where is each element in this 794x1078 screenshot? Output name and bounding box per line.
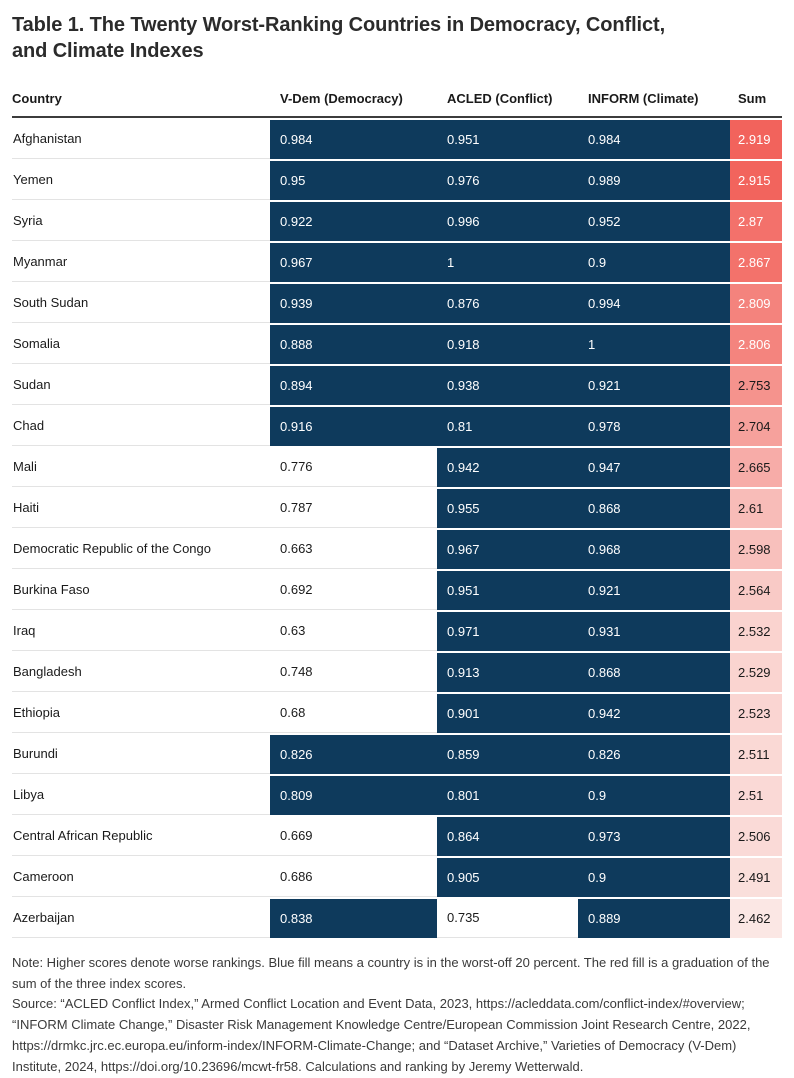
table-row bbox=[12, 612, 782, 651]
table-row bbox=[12, 899, 782, 938]
inform-cell: 0.989 bbox=[578, 161, 730, 200]
country-cell: Libya bbox=[12, 776, 270, 815]
country-cell: Mali bbox=[12, 448, 270, 487]
vdem-cell: 0.692 bbox=[270, 571, 437, 610]
inform-cell: 0.947 bbox=[578, 448, 730, 487]
column-header-vdem: V-Dem (Democracy) bbox=[270, 87, 437, 118]
country-cell: Yemen bbox=[12, 161, 270, 200]
sum-cell: 2.809 bbox=[730, 284, 782, 323]
vdem-cell: 0.984 bbox=[270, 120, 437, 159]
sum-cell: 2.87 bbox=[730, 202, 782, 241]
acled-cell: 0.976 bbox=[437, 161, 578, 200]
table-row bbox=[12, 407, 782, 446]
sum-cell: 2.462 bbox=[730, 899, 782, 938]
table-row bbox=[12, 243, 782, 282]
country-cell: Syria bbox=[12, 202, 270, 241]
inform-cell: 0.9 bbox=[578, 243, 730, 282]
inform-cell: 0.921 bbox=[578, 366, 730, 405]
column-header-sum: Sum bbox=[730, 87, 782, 118]
country-cell: South Sudan bbox=[12, 284, 270, 323]
column-header-inform: INFORM (Climate) bbox=[578, 87, 730, 118]
acled-cell: 0.864 bbox=[437, 817, 578, 856]
table-row bbox=[12, 653, 782, 692]
table-row bbox=[12, 366, 782, 405]
table-row bbox=[12, 776, 782, 815]
sum-cell: 2.523 bbox=[730, 694, 782, 733]
sum-cell: 2.529 bbox=[730, 653, 782, 692]
sum-cell: 2.564 bbox=[730, 571, 782, 610]
country-cell: Burkina Faso bbox=[12, 571, 270, 610]
acled-cell: 0.905 bbox=[437, 858, 578, 897]
inform-cell: 0.973 bbox=[578, 817, 730, 856]
acled-cell: 0.967 bbox=[437, 530, 578, 569]
inform-cell: 0.978 bbox=[578, 407, 730, 446]
table-row bbox=[12, 735, 782, 774]
vdem-cell: 0.748 bbox=[270, 653, 437, 692]
table-row bbox=[12, 284, 782, 323]
country-cell: Burundi bbox=[12, 735, 270, 774]
table-header bbox=[12, 87, 782, 118]
sum-cell: 2.51 bbox=[730, 776, 782, 815]
acled-cell: 0.955 bbox=[437, 489, 578, 528]
column-header-acled: ACLED (Conflict) bbox=[437, 87, 578, 118]
inform-cell: 1 bbox=[578, 325, 730, 364]
vdem-cell: 0.776 bbox=[270, 448, 437, 487]
vdem-cell: 0.838 bbox=[270, 899, 437, 938]
vdem-cell: 0.95 bbox=[270, 161, 437, 200]
sum-cell: 2.919 bbox=[730, 120, 782, 159]
vdem-cell: 0.669 bbox=[270, 817, 437, 856]
acled-cell: 0.918 bbox=[437, 325, 578, 364]
vdem-cell: 0.894 bbox=[270, 366, 437, 405]
vdem-cell: 0.922 bbox=[270, 202, 437, 241]
inform-cell: 0.942 bbox=[578, 694, 730, 733]
table-row bbox=[12, 694, 782, 733]
vdem-cell: 0.888 bbox=[270, 325, 437, 364]
rankings-table bbox=[12, 85, 782, 940]
header-row bbox=[12, 87, 782, 118]
page-title-line-1: Table 1. The Twenty Worst-Ranking Countries in Democracy, Conflict, bbox=[12, 14, 666, 36]
vdem-cell: 0.916 bbox=[270, 407, 437, 446]
vdem-cell: 0.663 bbox=[270, 530, 437, 569]
vdem-cell: 0.826 bbox=[270, 735, 437, 774]
inform-cell: 0.868 bbox=[578, 489, 730, 528]
sum-cell: 2.704 bbox=[730, 407, 782, 446]
vdem-cell: 0.787 bbox=[270, 489, 437, 528]
sum-cell: 2.665 bbox=[730, 448, 782, 487]
country-cell: Bangladesh bbox=[12, 653, 270, 692]
country-cell: Haiti bbox=[12, 489, 270, 528]
inform-cell: 0.826 bbox=[578, 735, 730, 774]
country-cell: Somalia bbox=[12, 325, 270, 364]
inform-cell: 0.9 bbox=[578, 858, 730, 897]
acled-cell: 0.801 bbox=[437, 776, 578, 815]
acled-cell: 0.735 bbox=[437, 899, 578, 938]
sum-cell: 2.915 bbox=[730, 161, 782, 200]
sum-cell: 2.61 bbox=[730, 489, 782, 528]
acled-cell: 0.996 bbox=[437, 202, 578, 241]
sum-cell: 2.506 bbox=[730, 817, 782, 856]
sum-cell: 2.511 bbox=[730, 735, 782, 774]
country-cell: Cameroon bbox=[12, 858, 270, 897]
inform-cell: 0.984 bbox=[578, 120, 730, 159]
sum-cell: 2.532 bbox=[730, 612, 782, 651]
acled-cell: 1 bbox=[437, 243, 578, 282]
country-cell: Chad bbox=[12, 407, 270, 446]
acled-cell: 0.913 bbox=[437, 653, 578, 692]
page-title-line-2: and Climate Indexes bbox=[12, 40, 204, 63]
inform-cell: 0.889 bbox=[578, 899, 730, 938]
acled-cell: 0.951 bbox=[437, 120, 578, 159]
country-cell: Azerbaijan bbox=[12, 899, 270, 938]
vdem-cell: 0.809 bbox=[270, 776, 437, 815]
acled-cell: 0.938 bbox=[437, 366, 578, 405]
country-cell: Iraq bbox=[12, 612, 270, 651]
acled-cell: 0.859 bbox=[437, 735, 578, 774]
table-row bbox=[12, 325, 782, 364]
column-header-country: Country bbox=[12, 87, 270, 118]
vdem-cell: 0.967 bbox=[270, 243, 437, 282]
sum-cell: 2.491 bbox=[730, 858, 782, 897]
table-body bbox=[12, 120, 782, 938]
table-note: Note: Higher scores denote worse rankings. Blue fill means a country is in the worst-off 20 percent. The red fill is a graduation of the sum of the three index scores. bbox=[12, 954, 770, 991]
country-cell: Central African Republic bbox=[12, 817, 270, 856]
vdem-cell: 0.68 bbox=[270, 694, 437, 733]
table-row bbox=[12, 120, 782, 159]
country-cell: Sudan bbox=[12, 366, 270, 405]
acled-cell: 0.876 bbox=[437, 284, 578, 323]
table-row bbox=[12, 489, 782, 528]
inform-cell: 0.9 bbox=[578, 776, 730, 815]
country-cell: Myanmar bbox=[12, 243, 270, 282]
sum-cell: 2.598 bbox=[730, 530, 782, 569]
table-row bbox=[12, 448, 782, 487]
inform-cell: 0.868 bbox=[578, 653, 730, 692]
table-row bbox=[12, 817, 782, 856]
acled-cell: 0.901 bbox=[437, 694, 578, 733]
sum-cell: 2.867 bbox=[730, 243, 782, 282]
acled-cell: 0.81 bbox=[437, 407, 578, 446]
sum-cell: 2.753 bbox=[730, 366, 782, 405]
acled-cell: 0.971 bbox=[437, 612, 578, 651]
table-row bbox=[12, 161, 782, 200]
table-source: Source: “ACLED Conflict Index,” Armed Conflict Location and Event Data, 2023, https://acleddata.com/conflict-index/#overview; “INFORM Climate Change,” Disaster Risk Management Knowledge Centre/European Commission Joint Research Centre, 2022, https://drmkc.jrc.ec.europa.eu/inform-index/INFORM-Climate-Change; and “Dataset Archive,” Varieties of Democracy (V-Dem) Institute, 2024, https://doi.org/10.23696/mcwt-fr58. Calculations and ranking by Jeremy Wetterwald. bbox=[12, 996, 751, 1074]
vdem-cell: 0.63 bbox=[270, 612, 437, 651]
country-cell: Afghanistan bbox=[12, 120, 270, 159]
inform-cell: 0.952 bbox=[578, 202, 730, 241]
country-cell: Ethiopia bbox=[12, 694, 270, 733]
vdem-cell: 0.686 bbox=[270, 858, 437, 897]
vdem-cell: 0.939 bbox=[270, 284, 437, 323]
table-row bbox=[12, 530, 782, 569]
table-row bbox=[12, 858, 782, 897]
inform-cell: 0.968 bbox=[578, 530, 730, 569]
acled-cell: 0.942 bbox=[437, 448, 578, 487]
inform-cell: 0.921 bbox=[578, 571, 730, 610]
page-title bbox=[12, 12, 782, 65]
acled-cell: 0.951 bbox=[437, 571, 578, 610]
table-footnotes bbox=[12, 953, 782, 1078]
table-row bbox=[12, 571, 782, 610]
inform-cell: 0.931 bbox=[578, 612, 730, 651]
country-cell: Democratic Republic of the Congo bbox=[12, 530, 270, 569]
sum-cell: 2.806 bbox=[730, 325, 782, 364]
inform-cell: 0.994 bbox=[578, 284, 730, 323]
table-row bbox=[12, 202, 782, 241]
